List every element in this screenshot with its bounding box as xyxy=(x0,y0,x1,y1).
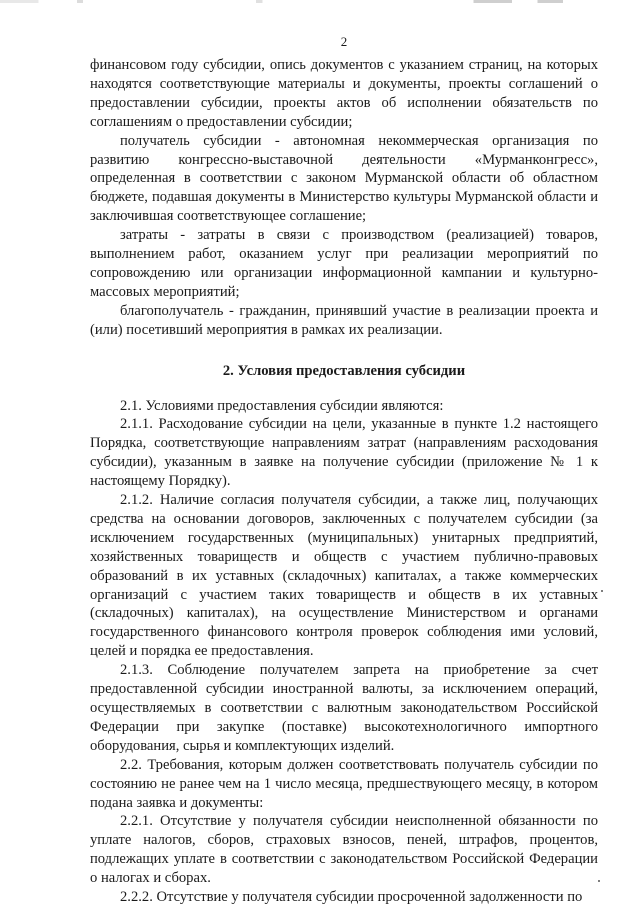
clause-2-1-1: 2.1.1. Расходование субсидии на цели, указанные в пункте 1.2 настоящего Порядка, соответствующие направлениям затрат (направлениям расходования субсидии), указанным в заявке на получение субсидии (приложение № 1 к настоящему Порядку). xyxy=(90,416,598,490)
page-number: 2 xyxy=(340,34,348,49)
definition-recipient: получатель субсидии - автономная некоммерческая организация по развитию конгрессно-выставочной деятельности «Мурманконгресс», определенная в соответствии с законом Мурманской области об областном бюджете, подавшая документы в Министерство культуры Мурманской области и заключившая соответствующее соглашение; xyxy=(90,132,598,225)
clause-2-1: 2.1. Условиями предоставления субсидии являются: xyxy=(120,397,444,414)
definition-costs: затраты - затраты в связи с производством (реализацией) товаров, выполнением работ, оказанием услуг при реализации мероприятий по сопровождению или организации информационной кампании и культурно-массовых мероприятий; xyxy=(90,227,598,300)
document-page xyxy=(90,34,598,907)
clause-2-2-1: 2.2.1. Отсутствие у получателя субсидии неисполненной обязанности по уплате налогов, сборов, страховых взносов, пеней, штрафов, процентов, подлежащих уплате в соответствии с законодательством Российской Федерации о налогах и сборах. xyxy=(90,813,598,887)
clause-2-2: 2.2. Требования, которым должен соответствовать получатель субсидии по состоянию не ранее чем на 1 число месяца, предшествующего месяцу, в котором подана заявка и документы: xyxy=(90,756,598,811)
clause-2-2-2: 2.2.2. Отсутствие у получателя субсидии просроченной задолженности по xyxy=(120,889,583,906)
scan-speck xyxy=(598,880,600,882)
clause-2-1-2: 2.1.2. Наличие согласия получателя субсидии, а также лиц, получающих средства на основании договоров, заключенных с получателем субсидии (за исключением государственных (муниципальных) унитарных предприятий, хозяйственных товариществ и обществ с участием публично-правовых образований в их уставных (складочных) капиталах, а также коммерческих организаций с участием таких товариществ и обществ в их уставных (складочных) капиталах), на осуществление Министерством и органами государственного финансового контроля проверок соблюдения ими условий, целей и порядка ее предоставления. xyxy=(90,492,598,660)
scan-speck xyxy=(601,590,603,592)
clause-2-1-3: 2.1.3. Соблюдение получателем запрета на приобретение за счет предоставленной субсидии иностранной валюты, за исключением операций, осуществляемых в соответствии с валютным законодательством Российской Федерации при закупке (поставке) высокотехнологичного импортного оборудования, сырья и комплектующих изделий. xyxy=(90,662,598,754)
scan-edge-artifact xyxy=(0,0,640,3)
section-heading: 2. Условия предоставления субсидии xyxy=(222,362,466,379)
paragraph-continuation: финансовом году субсидии, опись документов с указанием страниц, на которых находятся соответствующие материалы и документы, проекты соглашений о предоставлении субсидии, проекты актов об исполнении обязательств по соглашениям о предоставлении субсидии; xyxy=(90,57,598,130)
definition-beneficiary: благополучатель - гражданин, принявший участие в реализации проекта и (или) посетивший мероприятия в рамках их реализации. xyxy=(90,302,598,338)
